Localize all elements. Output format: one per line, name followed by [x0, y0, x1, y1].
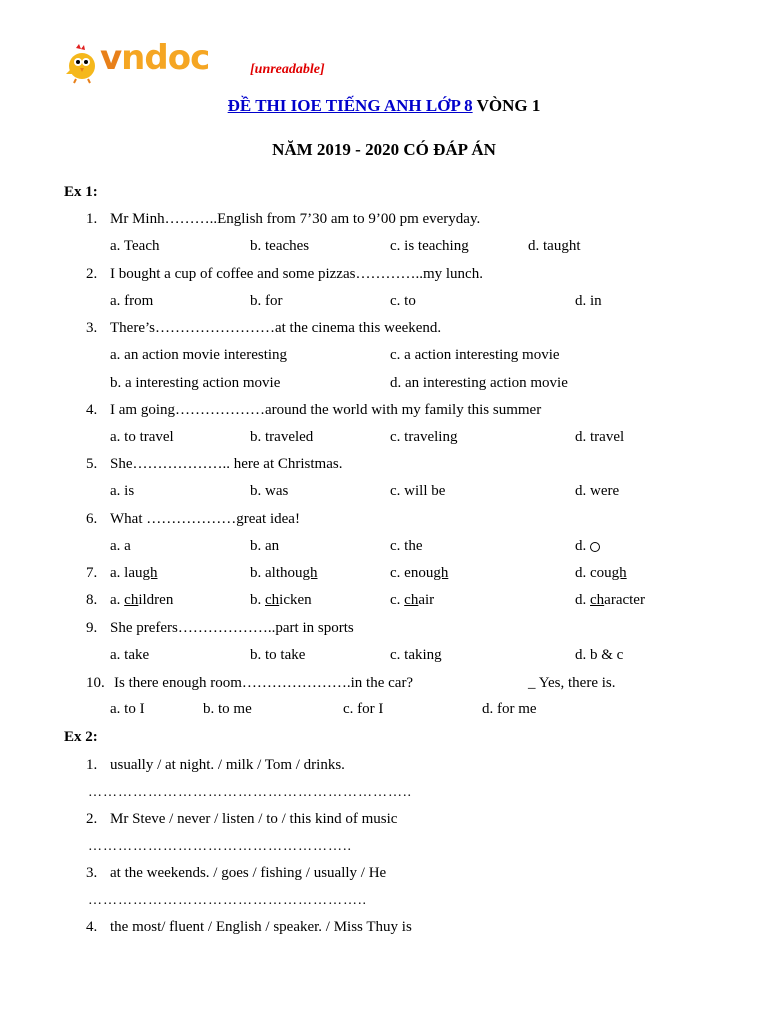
- option-b: b. to take: [250, 647, 306, 663]
- option-a: a. a: [110, 538, 131, 554]
- option-c: c. enough: [390, 565, 449, 581]
- title-link[interactable]: ĐỀ THI IOE TIẾNG ANH LỚP 8: [227, 96, 473, 115]
- vndoc-logo[interactable]: [64, 38, 214, 88]
- option-c: c. traveling: [390, 429, 458, 445]
- answer-line: ………………………………………………..: [88, 893, 367, 908]
- option-b: b. an: [250, 538, 280, 554]
- option-a: a. to I: [110, 701, 145, 717]
- ex2-heading: Ex 2:: [64, 729, 98, 745]
- option-d: d. cough: [575, 565, 627, 581]
- option-c: c. the: [390, 538, 423, 554]
- option-d: d. character: [575, 592, 645, 608]
- option-b: b. although: [250, 565, 318, 581]
- item-text: usually / at night. / milk / Tom / drinks.: [110, 757, 345, 773]
- site-tagline: [unreadable]: [250, 62, 325, 77]
- option-b: b. a interesting action movie: [110, 375, 281, 391]
- question-10-reply: _ Yes, there is.: [528, 675, 616, 691]
- document-subtitle: NĂM 2019 - 2020 CÓ ĐÁP ÁN: [272, 140, 496, 159]
- item-text: the most/ fluent / English / speaker. / Miss Thuy is: [110, 919, 412, 935]
- option-b: b. teaches: [250, 238, 310, 254]
- item-text: at the weekends. / goes / fishing / usually / He: [110, 865, 387, 881]
- question-text: She……………….. here at Christmas.: [110, 456, 343, 472]
- option-a: a. from: [110, 293, 154, 309]
- option-c: c. is teaching: [390, 238, 469, 254]
- title-suffix: VÒNG 1: [472, 96, 541, 115]
- option-a: a. is: [110, 483, 135, 499]
- question-text: Is there enough room………………….in the car?: [114, 675, 414, 691]
- question-text: There’s……………………at the cinema this weekend.: [110, 320, 442, 336]
- option-c: c. chair: [390, 592, 435, 608]
- option-b: b. for: [250, 293, 283, 309]
- option-a: a. Teach: [110, 238, 160, 254]
- question-text: She prefers………………..part in sports: [110, 620, 354, 636]
- question-text: I bought a cup of coffee and some pizzas…………..my lunch.: [110, 266, 483, 282]
- answer-line: ……………………………………………..: [88, 839, 352, 854]
- option-b: b. chicken: [250, 592, 312, 608]
- document-title: [0, 96, 768, 116]
- option-b: b. traveled: [250, 429, 314, 445]
- option-a: a. to travel: [110, 429, 174, 445]
- option-d: d.: [575, 538, 600, 555]
- option-c: c. taking: [390, 647, 442, 663]
- ex1-heading: Ex 1:: [64, 184, 98, 200]
- item-text: Mr Steve / never / listen / to / this kind of music: [110, 811, 398, 827]
- logo-wordmark: vndoc: [100, 38, 210, 78]
- option-d: d. in: [575, 293, 602, 309]
- option-d: d. for me: [482, 701, 537, 717]
- option-a: a. children: [110, 592, 174, 608]
- chick-mascot-icon: [64, 44, 104, 84]
- option-d: d. an interesting action movie: [390, 375, 568, 391]
- option-d: d. were: [575, 483, 620, 499]
- option-b: b. to me: [203, 701, 252, 717]
- page-header: [0, 0, 768, 100]
- question-text: I am going………………around the world with my family this summer: [110, 402, 542, 418]
- option-d: d. travel: [575, 429, 625, 445]
- option-c: c. for I: [343, 701, 384, 717]
- option-a: a. take: [110, 647, 150, 663]
- option-c: c. will be: [390, 483, 446, 499]
- question-text: Mr Minh………..English from 7’30 am to 9’00 pm everyday.: [110, 211, 481, 227]
- option-d: d. taught: [528, 238, 581, 254]
- option-a: a. laugh: [110, 565, 158, 581]
- option-c: c. to: [390, 293, 416, 309]
- option-c: c. a action interesting movie: [390, 347, 560, 363]
- option-a: a. an action movie interesting: [110, 347, 288, 363]
- question-text: What ………………great idea!: [110, 511, 300, 527]
- option-d: d. b & c: [575, 647, 624, 663]
- answer-line: ………………………………………………………..: [88, 785, 412, 800]
- option-b: b. was: [250, 483, 289, 499]
- empty-symbol-icon: [590, 542, 600, 552]
